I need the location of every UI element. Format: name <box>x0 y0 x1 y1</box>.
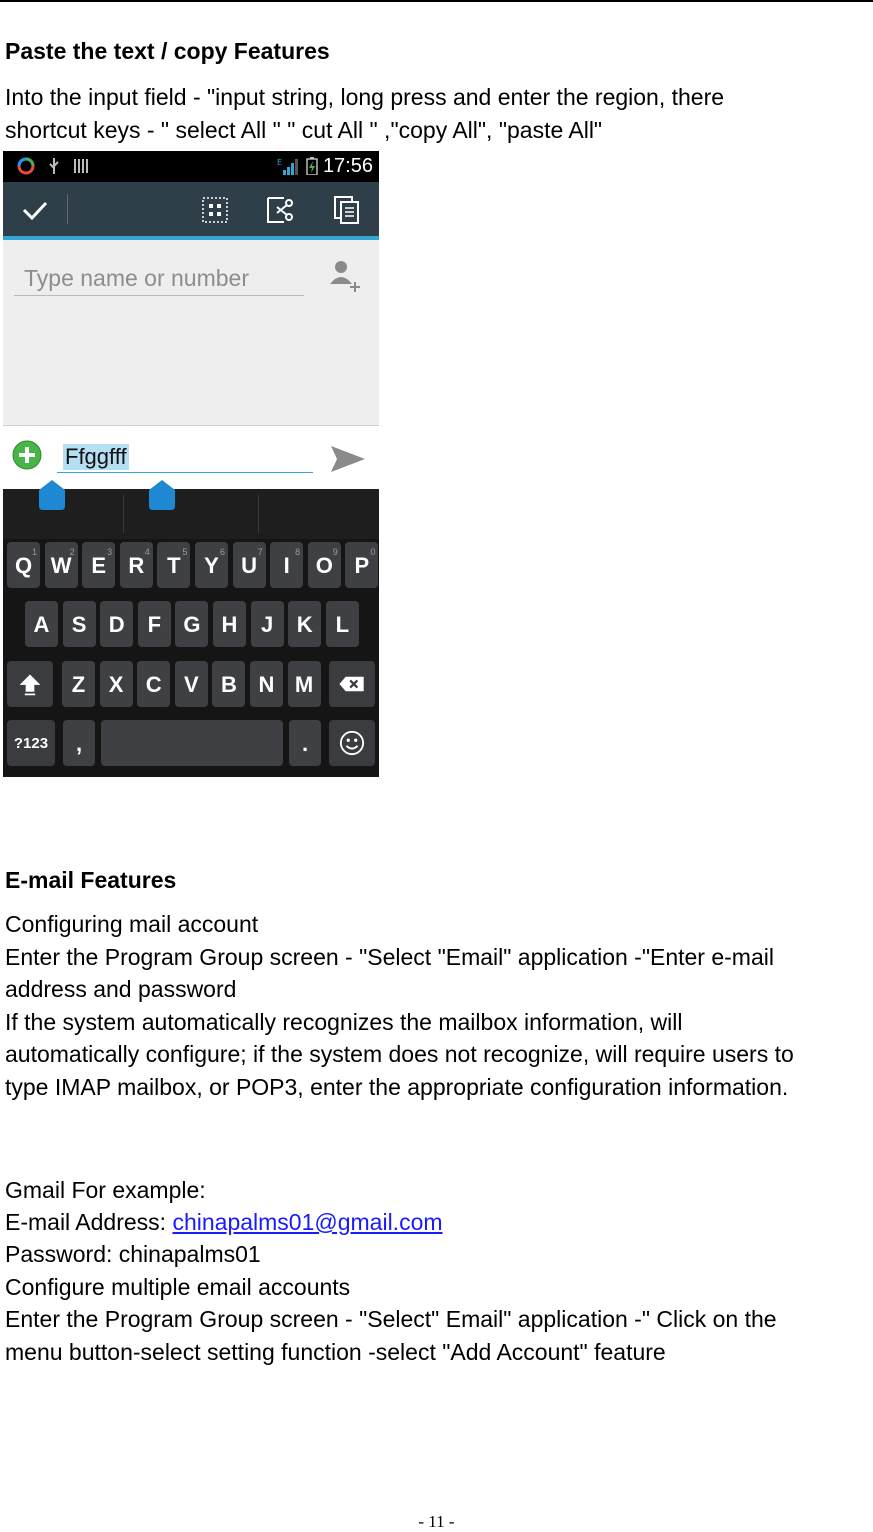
key-hint: 3 <box>107 547 113 557</box>
key-hint: 0 <box>370 547 376 557</box>
selection-handle-right[interactable] <box>149 480 175 510</box>
selected-text: Ffggfff <box>65 444 127 469</box>
backspace-key[interactable] <box>329 661 375 707</box>
emoji-key[interactable] <box>329 720 375 766</box>
key-y[interactable] <box>195 542 228 588</box>
key-n[interactable]: N <box>250 661 283 707</box>
cut-icon[interactable] <box>264 194 296 226</box>
key-label: Q <box>14 553 33 578</box>
key-m[interactable]: M <box>288 661 321 707</box>
comma-key[interactable]: , <box>63 720 95 766</box>
email-link[interactable]: chinapalms01@gmail.com <box>172 1209 443 1235</box>
key-l[interactable]: L <box>326 601 359 647</box>
compose-area <box>3 240 379 425</box>
key-w[interactable] <box>45 542 78 588</box>
key-u[interactable] <box>233 542 266 588</box>
email-label: E-mail Address: <box>5 1209 173 1235</box>
key-o[interactable] <box>308 542 341 588</box>
key-e[interactable] <box>82 542 115 588</box>
barcode-icon <box>73 157 89 175</box>
key-label: U <box>241 553 258 578</box>
key-s[interactable]: S <box>63 601 96 647</box>
key-g[interactable]: G <box>175 601 208 647</box>
paragraph-line: automatically configure; if the system does not recognize, will require users to <box>5 1041 794 1067</box>
svg-text:E: E <box>277 158 283 167</box>
add-contact-icon[interactable] <box>325 256 365 296</box>
select-all-icon[interactable] <box>199 194 231 226</box>
key-z[interactable]: Z <box>62 661 95 707</box>
key-i[interactable] <box>270 542 303 588</box>
key-k[interactable]: K <box>288 601 321 647</box>
key-f[interactable]: F <box>138 601 171 647</box>
multi-account-title: Configure multiple email accounts <box>5 1274 351 1300</box>
key-p[interactable] <box>345 542 378 588</box>
key-label: E <box>91 553 107 578</box>
key-label: O <box>315 553 333 578</box>
symbols-key[interactable]: ?123 <box>7 720 55 766</box>
selection-handle-left[interactable] <box>39 480 65 510</box>
smiley-icon <box>339 730 365 756</box>
paragraph-line: address and password <box>5 976 237 1002</box>
key-label: R <box>128 553 145 578</box>
done-check-icon[interactable] <box>19 194 51 226</box>
key-label: W <box>50 553 72 578</box>
space-key[interactable] <box>101 720 283 766</box>
suggestion-divider <box>123 495 124 533</box>
usb-icon <box>47 157 61 175</box>
section-title-email: E-mail Features <box>5 867 177 893</box>
soft-keyboard <box>3 489 379 777</box>
paragraph-line: If the system automatically recognizes the mailbox information, will <box>5 1009 683 1035</box>
key-hint: 6 <box>219 547 225 557</box>
paragraph-line: menu button-select setting function -select "Add Account" feature <box>5 1339 666 1365</box>
key-hint: 2 <box>69 547 75 557</box>
backspace-icon <box>337 675 367 693</box>
app-notification-icon <box>17 157 35 175</box>
key-label: T <box>167 553 181 578</box>
send-icon[interactable] <box>329 444 367 474</box>
key-hint: 1 <box>31 547 37 557</box>
key-a[interactable]: A <box>25 601 58 647</box>
key-v[interactable]: V <box>175 661 208 707</box>
top-rule <box>0 0 873 2</box>
key-j[interactable]: J <box>251 601 284 647</box>
status-time: 17:56 <box>322 155 373 177</box>
example-title: Gmail For example: <box>5 1177 206 1203</box>
email-address-line <box>5 1206 443 1239</box>
key-hint: 8 <box>295 547 301 557</box>
password-line: Password: chinapalms01 <box>5 1241 261 1267</box>
key-t[interactable] <box>157 542 190 588</box>
key-r[interactable] <box>120 542 153 588</box>
key-hint: 9 <box>332 547 338 557</box>
section-title-paste-copy: Paste the text / copy Features <box>5 38 330 64</box>
key-label: Y <box>204 553 219 578</box>
action-bar-divider <box>67 194 68 224</box>
key-hint: 4 <box>144 547 150 557</box>
paragraph-line: Into the input field - "input string, long press and enter the region, there <box>5 84 725 110</box>
key-h[interactable]: H <box>213 601 246 647</box>
key-label: P <box>354 553 370 578</box>
paragraph-line: Enter the Program Group screen - "Select "Email" application -"Enter e-mail <box>5 944 774 970</box>
paragraph-line: Configuring mail account <box>5 911 259 937</box>
key-hint: 5 <box>182 547 188 557</box>
key-c[interactable]: C <box>137 661 170 707</box>
key-x[interactable]: X <box>100 661 133 707</box>
period-key[interactable]: . <box>289 720 321 766</box>
message-input[interactable] <box>57 442 313 473</box>
attach-plus-icon[interactable] <box>11 439 43 471</box>
paragraph-line: shortcut keys - " select All " " cut All " ,"copy All", "paste All" <box>5 117 603 143</box>
key-b[interactable]: B <box>212 661 245 707</box>
page-number: - 11 - <box>418 1512 455 1531</box>
shift-key[interactable] <box>7 661 53 707</box>
shift-arrow-icon <box>17 671 43 697</box>
key-q[interactable] <box>7 542 40 588</box>
key-hint: 7 <box>257 547 263 557</box>
phone-screenshot <box>3 151 379 777</box>
status-bar <box>3 151 379 182</box>
copy-icon[interactable] <box>331 194 363 226</box>
recipient-input[interactable]: Type name or number <box>14 260 304 296</box>
signal-icon <box>277 157 299 175</box>
key-label: I <box>283 553 290 578</box>
action-bar <box>3 182 379 240</box>
key-d[interactable]: D <box>100 601 133 647</box>
battery-icon <box>305 157 319 175</box>
paragraph-line: Enter the Program Group screen - "Select" Email" application -" Click on the <box>5 1306 777 1332</box>
paragraph-line: type IMAP mailbox, or POP3, enter the appropriate configuration information. <box>5 1074 789 1100</box>
